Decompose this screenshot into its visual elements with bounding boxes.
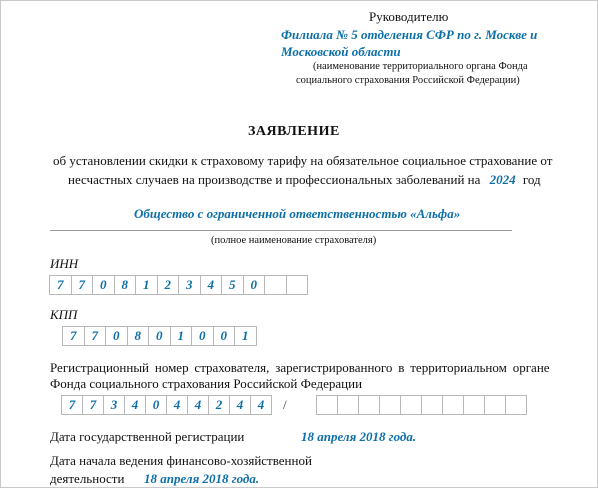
reg-extra-cells bbox=[316, 395, 527, 415]
kpp-cells bbox=[62, 326, 257, 346]
recipient-to: Руководителю bbox=[369, 9, 449, 24]
kpp-digit-cell: 1 bbox=[234, 326, 257, 346]
inn-digit-cell: 5 bbox=[221, 275, 244, 295]
kpp-digit-cell: 7 bbox=[84, 326, 107, 346]
reg-separator: / bbox=[283, 397, 287, 412]
inn-digit-cell: 8 bbox=[114, 275, 137, 295]
inn-cells bbox=[49, 275, 308, 295]
recipient-caption-line2: социального страхования Российской Федерации) bbox=[296, 75, 520, 86]
inn-label: ИНН bbox=[50, 256, 79, 271]
recipient-caption-line1: (наименование территориального органа Фонда bbox=[313, 61, 528, 72]
reg-digit-cell: 7 bbox=[61, 395, 83, 415]
state-reg-label: Дата государственной регистрации bbox=[50, 429, 245, 444]
document-title: ЗАЯВЛЕНИЕ bbox=[248, 124, 340, 139]
insured-name: Общество с ограниченной ответственностью «Альфа» bbox=[134, 206, 461, 221]
reg-digit-cell: 4 bbox=[250, 395, 272, 415]
reg-label-line2: Фонда социального страхования Российской Федерации bbox=[50, 376, 363, 391]
reg-extra-digit-cell bbox=[337, 395, 359, 415]
inn-digit-cell: 2 bbox=[157, 275, 180, 295]
recipient-org-line2: Московской области bbox=[281, 44, 401, 59]
reg-extra-digit-cell bbox=[442, 395, 464, 415]
reg-cells bbox=[61, 395, 272, 415]
inn-digit-cell: 0 bbox=[243, 275, 266, 295]
activity-start-label-line2: деятельности bbox=[50, 471, 125, 486]
reg-digit-cell: 0 bbox=[145, 395, 167, 415]
inn-digit-cell: 7 bbox=[71, 275, 94, 295]
activity-start-value: 18 апреля 2018 года. bbox=[144, 471, 260, 486]
inn-digit-cell: 1 bbox=[135, 275, 158, 295]
reg-digit-cell: 2 bbox=[208, 395, 230, 415]
kpp-digit-cell: 0 bbox=[213, 326, 236, 346]
reg-digit-cell: 4 bbox=[166, 395, 188, 415]
activity-start-label-line1: Дата начала ведения финансово-хозяйственной bbox=[50, 453, 312, 468]
reg-extra-digit-cell bbox=[316, 395, 338, 415]
subject-year: 2024 bbox=[489, 172, 516, 187]
subject-line2: несчастных случаев на производстве и профессиональных заболеваний на bbox=[68, 172, 481, 187]
inn-digit-cell: 0 bbox=[92, 275, 115, 295]
reg-digit-cell: 7 bbox=[82, 395, 104, 415]
insured-name-underline bbox=[50, 230, 512, 231]
inn-digit-cell bbox=[286, 275, 309, 295]
reg-extra-digit-cell bbox=[484, 395, 506, 415]
inn-digit-cell: 3 bbox=[178, 275, 201, 295]
kpp-digit-cell: 7 bbox=[62, 326, 85, 346]
inn-digit-cell bbox=[264, 275, 287, 295]
reg-digit-cell: 4 bbox=[187, 395, 209, 415]
reg-extra-digit-cell bbox=[463, 395, 485, 415]
kpp-label: КПП bbox=[50, 307, 78, 322]
reg-digit-cell: 4 bbox=[124, 395, 146, 415]
kpp-digit-cell: 8 bbox=[127, 326, 150, 346]
reg-extra-digit-cell bbox=[379, 395, 401, 415]
reg-extra-digit-cell bbox=[358, 395, 380, 415]
kpp-digit-cell: 0 bbox=[105, 326, 128, 346]
recipient-org-line1: Филиала № 5 отделения СФР по г. Москве и bbox=[281, 27, 538, 42]
state-reg-value: 18 апреля 2018 года. bbox=[301, 429, 417, 444]
reg-extra-digit-cell bbox=[421, 395, 443, 415]
kpp-digit-cell: 0 bbox=[191, 326, 214, 346]
inn-digit-cell: 7 bbox=[49, 275, 72, 295]
reg-extra-digit-cell bbox=[400, 395, 422, 415]
kpp-digit-cell: 1 bbox=[170, 326, 193, 346]
subject-year-suffix: год bbox=[522, 172, 541, 187]
reg-digit-cell: 3 bbox=[103, 395, 125, 415]
reg-digit-cell: 4 bbox=[229, 395, 251, 415]
reg-extra-digit-cell bbox=[505, 395, 527, 415]
insured-caption: (полное наименование страхователя) bbox=[211, 235, 377, 246]
subject-line1: об установлении скидки к страховому тарифу на обязательное социальное страхование от bbox=[53, 153, 553, 168]
reg-label-line1: Регистрационный номер страхователя, зарегистрированного в территориальном органе bbox=[50, 360, 550, 375]
inn-digit-cell: 4 bbox=[200, 275, 223, 295]
kpp-digit-cell: 0 bbox=[148, 326, 171, 346]
